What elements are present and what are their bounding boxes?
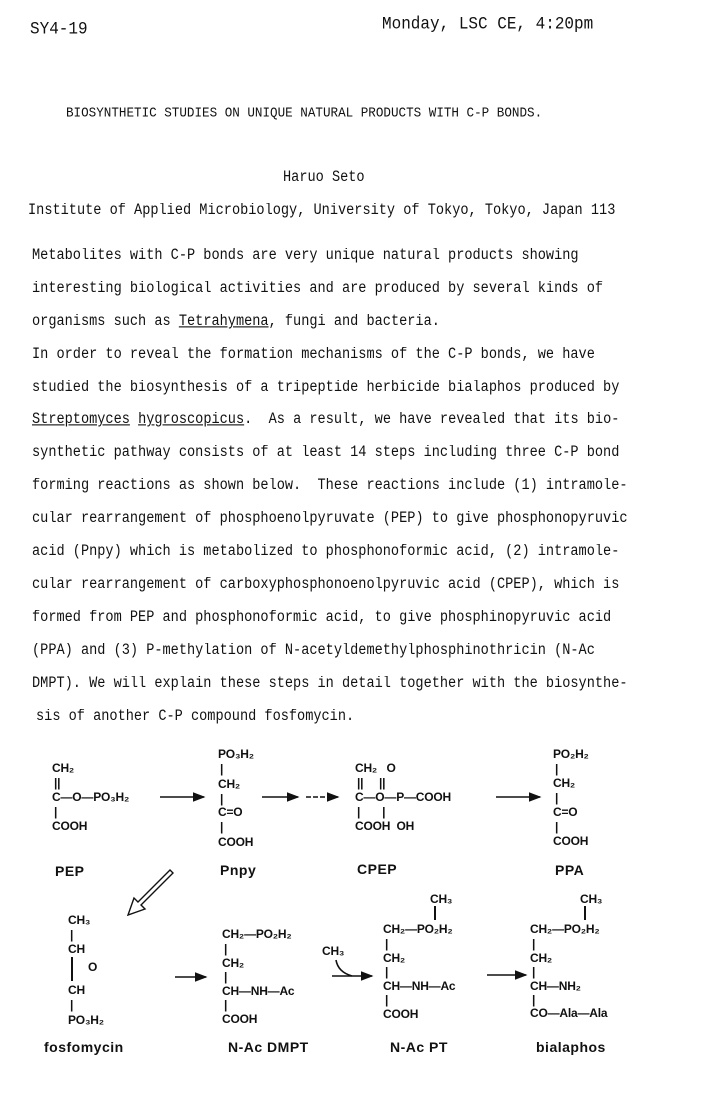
atom: COOH xyxy=(383,1007,419,1021)
atom: CH₂—PO₂H₂ xyxy=(530,922,600,936)
curved-arrow-icon xyxy=(336,960,352,976)
organism-name: Tetrahymena xyxy=(178,314,269,331)
body-line: sis of another C-P compound fosfomycin. xyxy=(36,709,355,726)
compound-label: N-Ac PT xyxy=(390,1039,448,1055)
bond xyxy=(584,906,586,920)
body-line: acid (Pnpy) which is metabolized to phosphonoformic acid, (2) intramole- xyxy=(32,544,620,561)
text: . As a result, we have revealed that its bio- xyxy=(244,412,620,429)
atom: CH xyxy=(68,983,85,997)
atom: PO₃H₂ xyxy=(218,747,254,761)
bond: | xyxy=(70,928,74,942)
atom: C=O xyxy=(553,805,578,819)
atom: O xyxy=(88,960,98,974)
session-code: SY4-19 xyxy=(30,18,88,40)
bond: || || xyxy=(357,776,386,790)
bond xyxy=(71,957,73,981)
atom: CH₂ xyxy=(530,951,553,965)
atom: CH₂—PO₂H₂ xyxy=(222,927,292,941)
atom: CH₂—PO₂H₂ xyxy=(383,922,453,936)
atom: C—O—PO₃H₂ xyxy=(52,790,130,804)
atom: PO₃H₂ xyxy=(68,1013,104,1027)
compound-label: CPEP xyxy=(357,861,398,877)
body-line: DMPT). We will explain these steps in detail together with the biosynthe- xyxy=(32,676,628,693)
compound-label: PPA xyxy=(555,862,585,878)
compound-label: bialaphos xyxy=(536,1039,606,1055)
body-line: forming reactions as shown below. These reactions include (1) intramole- xyxy=(32,478,628,495)
bond: | xyxy=(385,993,389,1007)
atom: CH—NH—Ac xyxy=(383,979,456,993)
bond: | xyxy=(532,937,536,951)
bond: | xyxy=(555,762,559,776)
bond: | xyxy=(532,993,536,1007)
compound-label: Pnpy xyxy=(220,862,257,878)
atom: CH₂ xyxy=(553,776,576,790)
body-line: cular rearrangement of carboxyphosphonoenolpyruvic acid (CPEP), which is xyxy=(32,577,620,594)
atom: COOH OH xyxy=(355,819,415,833)
bond: | xyxy=(70,998,74,1012)
bond: | | xyxy=(357,805,386,819)
author: Haruo Seto xyxy=(283,170,365,187)
session-info: Monday, LSC CE, 4:20pm xyxy=(382,13,594,35)
atom: CH₂ xyxy=(52,761,75,775)
text: organisms such as xyxy=(32,314,179,331)
body-line: In order to reveal the formation mechanisms of the C-P bonds, we have xyxy=(32,347,595,364)
bond: | xyxy=(224,970,228,984)
atom: COOH xyxy=(52,819,88,833)
atom: CH₂ xyxy=(222,956,245,970)
bond: || xyxy=(54,776,61,790)
atom: PO₂H₂ xyxy=(553,747,589,761)
text: , fungi and bacteria. xyxy=(268,314,440,331)
affiliation: Institute of Applied Microbiology, University of Tokyo, Tokyo, Japan 113 xyxy=(28,203,616,220)
body-line: Metabolites with C-P bonds are very unique natural products showing xyxy=(32,248,579,265)
abstract-title: BIOSYNTHETIC STUDIES ON UNIQUE NATURAL PRODUCTS WITH C-P BONDS. xyxy=(66,105,543,121)
atom: C—O—P—COOH xyxy=(355,790,452,804)
atom: CH₃ xyxy=(430,892,453,906)
bond: | xyxy=(224,998,228,1012)
bond: | xyxy=(220,792,224,806)
atom: C=O xyxy=(218,805,243,819)
methyl-reagent: CH₃ xyxy=(322,944,345,958)
body-line: cular rearrangement of phosphoenolpyruvate (PEP) to give phosphonopyruvic xyxy=(32,511,628,528)
bond: | xyxy=(54,805,58,819)
body-line: studied the biosynthesis of a tripeptide herbicide bialaphos produced by xyxy=(32,380,620,397)
atom: CH xyxy=(68,942,85,956)
bond: | xyxy=(224,942,228,956)
bond: | xyxy=(220,762,224,776)
compound-label: PEP xyxy=(55,863,85,879)
atom: CH₃ xyxy=(580,892,603,906)
compound-label: N-Ac DMPT xyxy=(228,1039,309,1055)
organism-genus: Streptomyces xyxy=(32,412,130,429)
bond: | xyxy=(555,791,559,805)
bond: | xyxy=(555,820,559,834)
atom: CH₂ xyxy=(218,777,241,791)
bond: | xyxy=(385,965,389,979)
body-line: synthetic pathway consists of at least 14 steps including three C-P bond xyxy=(32,445,620,462)
hollow-arrow-icon xyxy=(128,870,173,915)
atom: CO—Ala—Ala xyxy=(530,1006,608,1020)
atom: CH₂ xyxy=(383,951,406,965)
body-line: formed from PEP and phosphonoformic acid, to give phosphinopyruvic acid xyxy=(32,610,612,627)
bond xyxy=(434,906,436,920)
bond: | xyxy=(220,820,224,834)
atom: CH—NH₂ xyxy=(530,979,581,993)
body-line: (PPA) and (3) P-methylation of N-acetyldemethylphosphinothricin (N-Ac xyxy=(32,643,595,660)
bond: | xyxy=(385,937,389,951)
organism-species: hygroscopicus xyxy=(138,412,245,429)
body-line: interesting biological activities and are produced by several kinds of xyxy=(32,281,604,298)
bond: | xyxy=(532,965,536,979)
atom: COOH xyxy=(218,835,254,849)
atom: COOH xyxy=(222,1012,258,1026)
atom: CH₃ xyxy=(68,913,91,927)
compound-label: fosfomycin xyxy=(44,1039,124,1055)
atom: CH—NH—Ac xyxy=(222,984,295,998)
atom: CH₂ O xyxy=(355,761,396,775)
atom: COOH xyxy=(553,834,589,848)
